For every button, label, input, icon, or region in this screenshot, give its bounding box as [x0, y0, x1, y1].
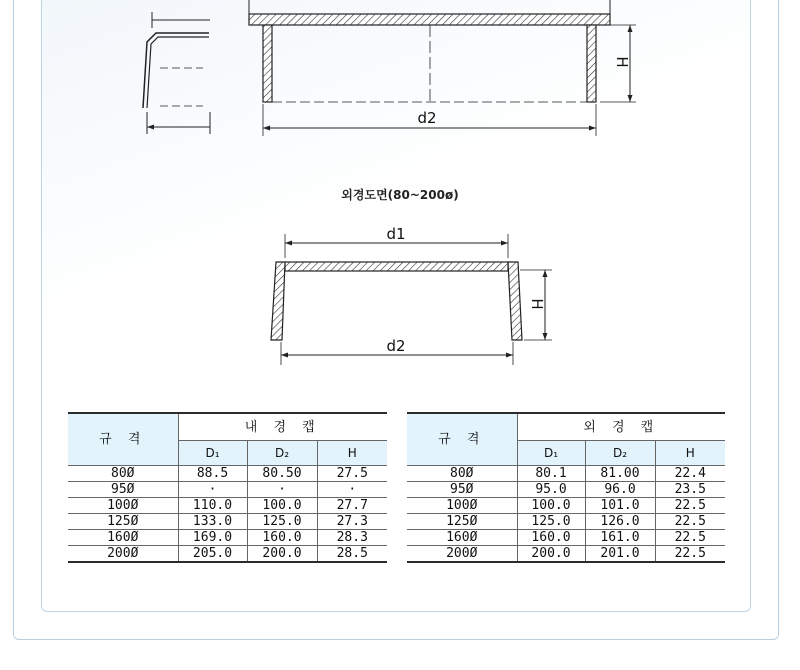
- table-cell: 22.5: [655, 498, 725, 514]
- table-cell: 125Ø: [68, 514, 178, 530]
- table-row: [407, 530, 725, 546]
- table-cell: 22.5: [655, 546, 725, 563]
- table-cell: 80.50: [247, 466, 317, 482]
- table-cell: 125.0: [247, 514, 317, 530]
- col-header-d2: D₂: [247, 441, 317, 466]
- outer-d2-label: d2: [386, 337, 406, 355]
- table-cell: 80.1: [517, 466, 585, 482]
- table-cell: 101.0: [585, 498, 655, 514]
- drawing-caption: 외경도면(80~200ø): [341, 188, 459, 202]
- table-cell: 28.5: [317, 546, 387, 563]
- table-row: [407, 482, 725, 498]
- outer-cap-spec-table: [407, 412, 725, 563]
- cap-wall-inner: [147, 37, 209, 108]
- table-row: [407, 546, 725, 563]
- table-cell: 200.0: [517, 546, 585, 563]
- col-header-h: H: [655, 441, 725, 466]
- table-cell: 160.0: [517, 530, 585, 546]
- cap-wall-outer: [143, 33, 209, 108]
- table-cell: 200Ø: [68, 546, 178, 563]
- inner-cap-drawing: [249, 0, 636, 136]
- top-d2-label: d2: [417, 109, 437, 127]
- table-row: [68, 546, 387, 563]
- table-cell: 200.0: [247, 546, 317, 563]
- table-cell: 205.0: [178, 546, 247, 563]
- col-header-d1: D₁: [178, 441, 247, 466]
- table-cell: 81.00: [585, 466, 655, 482]
- cap-wall-right: [508, 262, 522, 340]
- table-cell: 125.0: [517, 514, 585, 530]
- table-cell: 27.7: [317, 498, 387, 514]
- table-cell: 100Ø: [68, 498, 178, 514]
- col-header-d2: D₂: [585, 441, 655, 466]
- table-row: [68, 514, 387, 530]
- table-row: [68, 530, 387, 546]
- table-row: [68, 482, 387, 498]
- table-row: [68, 466, 387, 482]
- table-row: [407, 498, 725, 514]
- cap-wall-left: [263, 25, 272, 102]
- top-h-label: H: [613, 56, 631, 68]
- table-cell: 95Ø: [407, 482, 517, 498]
- outer-h-label: H: [528, 298, 546, 310]
- table-cell: 110.0: [178, 498, 247, 514]
- outer-cap-drawing: [271, 225, 552, 365]
- table-cell: 88.5: [178, 466, 247, 482]
- table-cell: 100.0: [517, 498, 585, 514]
- table-cell: 28.3: [317, 530, 387, 546]
- group-header: 내 경 캡: [178, 413, 387, 441]
- spec-header: 규 격: [68, 413, 178, 466]
- table-cell: 200Ø: [407, 546, 517, 563]
- table-cell: 80Ø: [68, 466, 178, 482]
- table-cell: 27.3: [317, 514, 387, 530]
- table-cell: ·: [178, 482, 247, 498]
- table-cell: 27.5: [317, 466, 387, 482]
- table-cell: 201.0: [585, 546, 655, 563]
- cap-wall-right: [587, 25, 596, 102]
- cap-wall-left: [271, 262, 285, 340]
- table-cell: 160Ø: [407, 530, 517, 546]
- table-row: [68, 498, 387, 514]
- table-row: [407, 466, 725, 482]
- table-cell: 80Ø: [407, 466, 517, 482]
- spec-header: 규 격: [407, 413, 517, 466]
- table-cell: ·: [317, 482, 387, 498]
- table-cell: 100.0: [247, 498, 317, 514]
- table-cell: 95Ø: [68, 482, 178, 498]
- col-header-d1: D₁: [517, 441, 585, 466]
- table-cell: ·: [247, 482, 317, 498]
- table-cell: 125Ø: [407, 514, 517, 530]
- table-cell: 100Ø: [407, 498, 517, 514]
- table-cell: 160Ø: [68, 530, 178, 546]
- cap-top-plate: [249, 14, 610, 25]
- group-header: 외 경 캡: [517, 413, 725, 441]
- cap-top-plate: [285, 262, 508, 271]
- inner-cap-spec-table: [68, 412, 387, 563]
- outer-d1-label: d1: [386, 225, 406, 243]
- table-cell: 22.5: [655, 514, 725, 530]
- table-cell: 169.0: [178, 530, 247, 546]
- table-cell: 22.4: [655, 466, 725, 482]
- table-cell: 126.0: [585, 514, 655, 530]
- table-cell: 23.5: [655, 482, 725, 498]
- col-header-h: H: [317, 441, 387, 466]
- table-cell: 161.0: [585, 530, 655, 546]
- table-cell: 95.0: [517, 482, 585, 498]
- side-profile-drawing: [143, 12, 210, 134]
- table-cell: 22.5: [655, 530, 725, 546]
- table-cell: 133.0: [178, 514, 247, 530]
- table-cell: 160.0: [247, 530, 317, 546]
- table-row: [407, 514, 725, 530]
- table-cell: 96.0: [585, 482, 655, 498]
